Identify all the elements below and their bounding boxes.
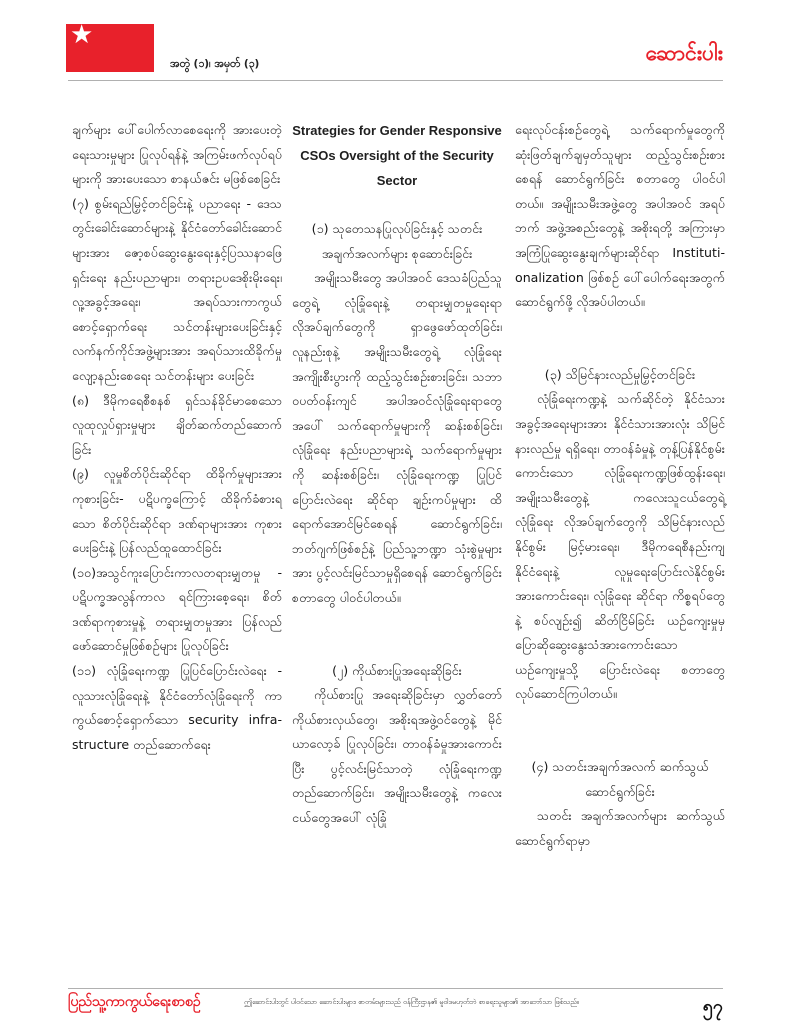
spacer — [292, 193, 502, 217]
column-1 — [72, 118, 282, 757]
spacer — [292, 611, 502, 659]
english-heading: Strategies for Gender Responsive CSOs Oversight of the Security Sector — [292, 123, 502, 188]
section-body-1: အမျိုးသမီးတွေ အပါအဝင် ဒေသခံပြည်သူတွေရဲ့ လုံခြုံရေးနဲ့ တရားမျှတမှုရေးရာ လိုအပ်ချက်တွေကို ရှာဖွေဖော်ထုတ်ခြင်း၊ လူနည်းစုနဲ့ အမျိုးသမီးတွေရဲ့ လုံခြုံရေး အကျိုးစီးပွားကို ထည့်သွင်းစဉ်းစားခြင်း၊ သဘာဝပတ်ဝန်းကျင် အပါအဝင်လုံခြုံရေးရာတွေအပေါ် သက်ရောက်မှုများကို ဆန်းစစ်ခြင်း၊ လုံခြုံရေး နည်းပညာများရဲ့ သက်ရောက်မှုများကို ဆန်းစစ်ခြင်း၊ လုံခြုံရေးကဏ္ဍ ပြုပြင်ပြောင်းလဲရေး ဆိုင်ရာ ချဉ်းကပ်မှုများ ထိရောက်အောင်မြင်စေရန် ဆောင်ရွက်ခြင်း၊ ဘတ်ဂျက်ဖြစ်စဉ်နဲ့ ပြည်သူ့ဘဏ္ဍာ သုံးစွဲမှုများအား ပွင့်လင်းမြင်သာမှုရှိစေရန် ဆောင်ရွက်ခြင်း စတာတွေ ပါဝင်ပါတယ်။ — [292, 270, 502, 605]
star-icon: ★ — [70, 20, 94, 50]
red-flag — [66, 20, 154, 72]
spacer — [515, 707, 725, 755]
list-item: (၁၀)အသွင်ကူးပြောင်းကာလတရားမျှတမှု - ပဋိပက္ခအလွန်ကာလ ရင်ကြားစေ့ရေး၊ စိတ်ဒဏ်ရာကုစားမှုနဲ့ တရားမျှတမှုအား ပြန်လည် ဖော်ဆောင်မှုဖြစ်စဉ်များ ပြုလုပ်ခြင်း — [72, 564, 282, 654]
section-heading-3: (၃) သိမြင်နားလည်မှုမြှင့်တင်ခြင်း — [544, 366, 696, 382]
column-2 — [292, 118, 502, 831]
paragraph: ရေးလုပ်ငန်းစဉ်တွေရဲ့ သက်ရောက်မှုတွေကို ဆုံးဖြတ်ချက်ချမှတ်သူများ ထည့်သွင်းစဉ်းစားစေရန် ဆောင်ရွက်ခြင်း စတာတွေ ပါဝင်ပါတယ်။ အမျိုးသမီးအဖွဲ့တွေ အပါအဝင် အရပ်ဘက် အဖွဲ့အစည်းတွေနဲ့ အစိုးရတို့ အကြားမှာ အကြံပြုဆွေးနွေးချက်များဆိုင်ရာ Instituti-onalization ဖြစ်စဉ် ပေါ်ပေါက်ရေးအတွက် ဆောင်ရွက်ဖို့ လိုအပ်ပါတယ်။ — [515, 122, 725, 310]
footer-disclaimer: ဤဆောင်းပါးတွင် ပါဝင်သော ဆောင်းပါးများ၊ စာတမ်းများသည် ဝန်ကြီးဌာန၏ မူဝါဒမဟုတ်ဘဲ စာရေးသူများ၏ အာဘော်သာ ဖြစ်သည်။ — [244, 998, 580, 1006]
section-masthead: ဆောင်းပါး — [645, 41, 723, 65]
list-item: (၁၁) လုံခြုံရေးကဏ္ဍ ပြုပြင်ပြောင်းလဲရေး - လူသားလုံခြုံရေးနဲ့ နိုင်ငံတော်လုံခြုံရေးကို ကာကွယ်စောင့်ရှောက်သော security infra-structure တည်ဆောက်ရေး — [72, 663, 282, 752]
section-body-2: ကိုယ်စားပြု အရေးဆိုခြင်းမှာ လွှတ်တော်ကိုယ်စားလှယ်တွေ၊ အစိုးရအဖွဲ့ဝင်တွေနဲ့ မိုင်ယာလော့ခ် ပြုလုပ်ခြင်း၊ တာဝန်ခံမှုအားကောင်းပြီး ပွင့်လင်းမြင်သာတဲ့ လုံခြုံရေးကဏ္ဍတည်ဆောက်ခြင်း၊ အမျိုးသမီးတွေနဲ့ ကလေးငယ်တွေအပေါ် လုံခြုံ — [292, 687, 502, 826]
spacer — [515, 315, 725, 363]
column-3 — [515, 118, 725, 853]
list-item: (၇) စွမ်းရည်မြှင့်တင်ခြင်းနဲ့ ပညာရေး - ဒေသတွင်းခေါင်းဆောင်များနဲ့ နိုင်ငံတော်ခေါင်းဆောင်များအား ဇော့စပ်ဆွေးနွေးရေးနှင့်ပြဿနာဖြေရှင်းရေး နည်းပညာများ၊ တရားဥပဒေစိုးမိုးရေး၊ လူ့အခွင့်အရေး၊ အရပ်သားကာကွယ် စောင့်ရှောက်ရေး သင်တန်းများပေးခြင်းနှင့် လက်နက်ကိုင်အဖွဲ့များအား အရပ်သားထိခိုက်မှု လျော့နည်းစေရေး သင်တန်းများ ပေးခြင်း — [72, 195, 282, 383]
section-body-4: သတင်း အချက်အလက်များ ဆက်သွယ်ဆောင်ရွက်ရာမှာ — [515, 808, 725, 848]
section-body-3: လုံခြုံရေးကဏ္ဍနဲ့ သက်ဆိုင်တဲ့ နိုင်ငံသားအခွင့်အရေးများအား နိုင်ငံသားအားလုံး သိမြင်နားလည်မှု ရရှိရေး၊ တာဝန်ခံမှုနဲ့ တုန့်ပြန်နိုင်စွမ်း ကောင်းသော လုံခြုံရေးကဏ္ဍဖြစ်ထွန်းရေး၊ အမျိုးသမီးတွေနဲ့ ကလေးသူငယ်တွေရဲ့ လုံခြုံရေး လိုအပ်ချက်တွေကို သိမြင်နားလည်နိုင်စွမ်း မြင့်မားရေး၊ ဒီမိုကရေစီနည်းကျ နိုင်ငံရေးနဲ့ လူမှုရေးပြောင်းလဲနိုင်စွမ်း အားကောင်းရေး၊ လုံခြုံရေး ဆိုင်ရာ ကိစ္စရပ်တွေနဲ့ စပ်လျဉ်း၍ ဆိတ်ငြိမ်ခြင်း ယဉ်ကျေးမှုမှ ပြောဆိုဆွေးနွေးသံအားကောင်းသော ယဉ်ကျေးမှုသို့ ပြောင်းလဲရေး စတာတွေ လုပ်ဆောင်ကြပါတယ်။ — [515, 391, 725, 702]
page-number: ၅၇ — [702, 996, 723, 1017]
list-item: (၉) လူမှုစိတ်ပိုင်းဆိုင်ရာ ထိခိုက်မှုများအား ကုစားခြင်း- ပဋိပက္ခကြောင့် ထိခိုက်ခံစားရသော စိတ်ပိုင်းဆိုင်ရာ ဒဏ်ရာများအား ကုစားပေးခြင်းနဲ့ ပြန်လည်ထူထောင်ခြင်း — [72, 466, 282, 556]
section-heading-4: (၄) သတင်းအချက်အလက် ဆက်သွယ်ဆောင်ရွက်ခြင်း — [531, 759, 709, 799]
issue-number: အတွဲ (၁)၊ အမှတ် (၃) — [170, 58, 260, 70]
footer-brand: ပြည်သူ့ကာကွယ်ရေးစာစဉ် — [68, 994, 201, 1010]
paragraph: ချက်များ ပေါ်ပေါက်လာစေရေးကို အားပေးတဲ့ ရေးသားမှုများ ပြုလုပ်ရန်နဲ့ အကြမ်းဖက်လုပ်ရပ်များကို အားပေးသော စာနယ်ဇင်း မဖြစ်စေခြင်း — [72, 122, 282, 187]
section-heading-2: (၂) ကိုယ်စားပြုအရေးဆိုခြင်း — [332, 662, 462, 678]
footer-rule — [68, 988, 723, 989]
list-item: (၈) ဒီမိုကရေစီစနစ် ရှင်သန်ခိုင်မာစေသော လူထုလှုပ်ရှားမှုများ ချိတ်ဆက်တည်ဆောက်ခြင်း — [72, 392, 282, 457]
section-heading-1: (၁) သုတေသနပြုလုပ်ခြင်းနှင့် သတင်းအချက်အလက်များ စုဆောင်းခြင်း — [311, 221, 483, 261]
header-rule — [68, 80, 723, 81]
